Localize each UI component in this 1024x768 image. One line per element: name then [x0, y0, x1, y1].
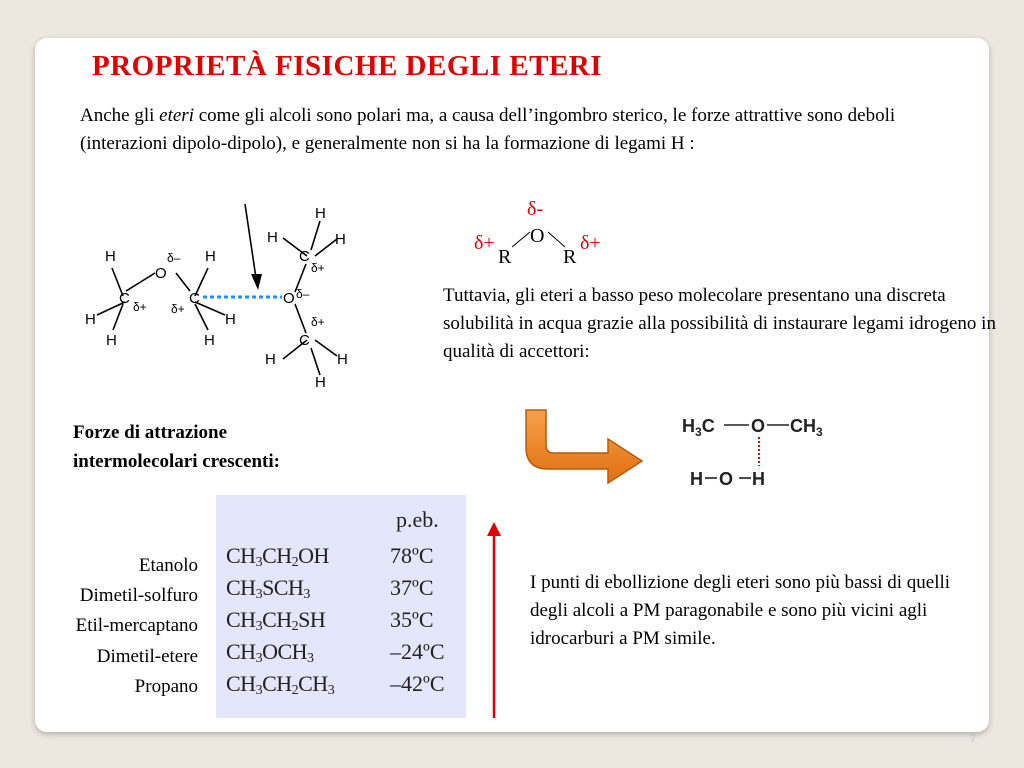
intro-paragraph: [80, 102, 910, 158]
boiling-point-paragraph: I punti di ebollizione degli eteri sono più bassi di quelli degli alcoli a PM paragonabile e sono più vicini agli idrocarburi a PM simile.: [530, 572, 951, 649]
svg-text:H: H: [205, 248, 216, 265]
svg-text:H: H: [315, 374, 326, 390]
svg-text:H: H: [265, 351, 276, 368]
svg-text:H: H: [106, 332, 117, 349]
svg-text:δ+: δ+: [311, 261, 325, 275]
h3c-label: H: [682, 416, 695, 436]
svg-text:H: H: [337, 351, 348, 368]
formula-cell: $CH_3OCH_3$: [226, 639, 314, 666]
delta-plus-left: δ+: [474, 232, 495, 254]
svg-text:H: H: [85, 311, 96, 328]
svg-text:H: H: [335, 231, 346, 248]
hydrogen-bond-diagram: [678, 410, 848, 495]
bp-cell: –24ºC: [390, 639, 445, 664]
solubility-paragraph: Tuttavia, gli eteri a basso peso molecolare presentano una discreta solubilità in acqua grazie alla possibilità di instaurare legami idrogeno in qualità di accettori:: [443, 285, 996, 362]
curved-arrow-icon: [518, 405, 648, 485]
svg-text:C: C: [119, 290, 130, 307]
compound-name: Dimetil-solfuro: [79, 585, 198, 607]
formula-cell: $CH_3CH_2SH$: [226, 607, 326, 634]
svg-text:O: O: [283, 290, 295, 307]
delta-minus-label: δ-: [527, 198, 544, 220]
bp-cell: 37ºC: [390, 575, 434, 600]
water-h-right: H: [752, 469, 765, 489]
forces-label: [73, 418, 280, 476]
svg-text:H: H: [315, 205, 326, 222]
svg-text:H: H: [267, 229, 278, 246]
svg-text:C: C: [189, 290, 200, 307]
compound-name: Dimetil-etere: [96, 645, 198, 667]
intro-before: Anche gli: [80, 105, 160, 126]
water-oxygen: O: [719, 469, 734, 489]
svg-text:H: H: [204, 332, 215, 349]
bp-cell: –42ºC: [390, 671, 445, 696]
page-number: 7: [970, 731, 976, 745]
intro-after: come gli alcoli sono polari ma, a causa dell’ingombro sterico, le forze attrattive sono deboli (interazioni dipolo-dipolo), e generalmente non si ha la formazione di legami H :: [80, 105, 896, 154]
bp-cell: 78ºC: [390, 543, 434, 568]
compound-name: Propano: [134, 675, 198, 697]
table-header: p.eb.: [396, 507, 439, 532]
forces-label-line-1: Forze di attrazione: [73, 422, 228, 443]
compound-name: Etanolo: [138, 555, 198, 576]
svg-text:δ–: δ–: [296, 287, 310, 301]
svg-text:δ+: δ+: [133, 300, 147, 314]
intro-emph: eteri: [159, 105, 194, 126]
svg-text:C: C: [299, 248, 310, 265]
water-h-left: H: [690, 469, 703, 489]
svg-text:C: C: [299, 332, 310, 349]
increasing-arrow-icon: [484, 520, 504, 720]
formula-cell: $CH_3SCH_3$: [226, 575, 310, 602]
delta-plus-right: δ+: [580, 232, 601, 254]
r-group-left: R: [498, 246, 512, 268]
svg-text:H: H: [225, 311, 236, 328]
svg-text:O: O: [155, 265, 167, 282]
r-group-right: R: [563, 246, 577, 268]
formula-cell: $CH_3CH_2CH_3$: [226, 671, 335, 698]
svg-text:δ–: δ–: [167, 251, 181, 265]
ether-polarity-diagram: [468, 190, 618, 270]
compound-name: Etil-mercaptano: [75, 615, 198, 637]
formula-cell: $CH_3CH_2OH$: [226, 543, 329, 570]
bp-cell: 35ºC: [390, 607, 434, 632]
svg-text:H: H: [105, 248, 116, 265]
ether-oxygen: O: [751, 416, 766, 436]
ch3-label: CH: [790, 416, 816, 436]
svg-text:δ+: δ+: [171, 302, 185, 316]
boiling-point-table: [216, 495, 466, 718]
slide-title: PROPRIETÀ FISICHE DEGLI ETERI: [92, 50, 603, 82]
compound-names: [25, 551, 198, 702]
forces-label-line-2: intermolecolari crescenti:: [73, 451, 280, 472]
svg-text:H3C: $H_3C$: [682, 416, 715, 439]
svg-text:δ+: δ+: [311, 315, 325, 329]
dipole-dipole-diagram: [75, 198, 375, 390]
oxygen-atom: O: [530, 225, 545, 247]
svg-text:CH3: $CH_3$: [790, 416, 823, 439]
